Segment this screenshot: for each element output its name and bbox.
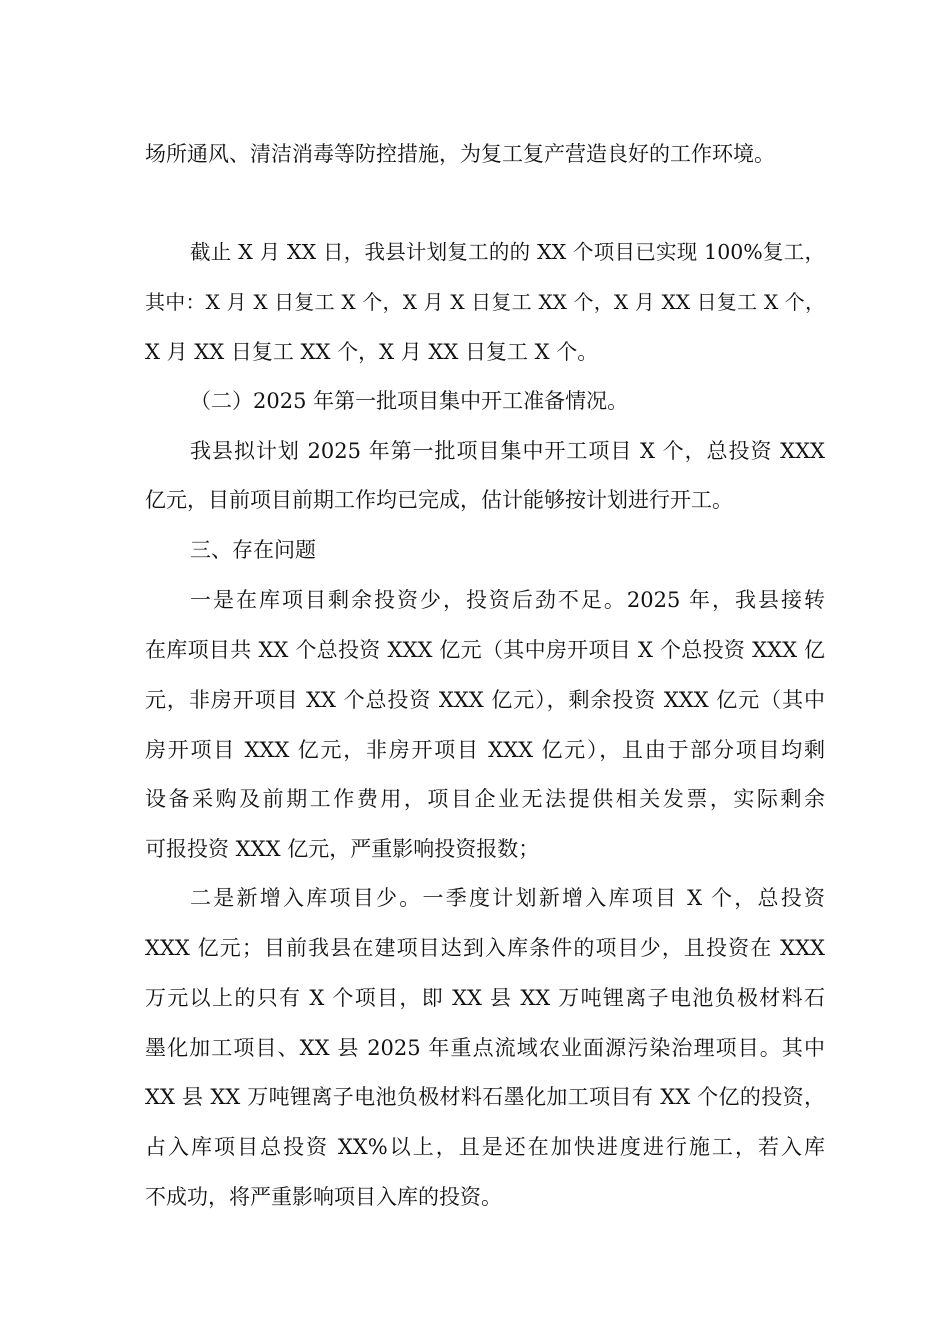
- paragraph-problem-one-line-5: 设备采购及前期工作费用，项目企业无法提供相关发票，实际剩余: [145, 787, 825, 811]
- paragraph-problem-one-line-2: 在库项目共 XX 个总投资 XXX 亿元（其中房开项目 X 个总投资 XXX 亿: [145, 638, 825, 662]
- paragraph-plan-line-2: 亿元，目前项目前期工作均已完成，估计能够按计划进行开工。: [145, 488, 733, 512]
- paragraph-resume-line-3: X 月 XX 日复工 XX 个，X 月 XX 日复工 X 个。: [145, 340, 599, 364]
- paragraph-plan-line-1: 我县拟计划 2025 年第一批项目集中开工项目 X 个，总投资 XXX: [190, 439, 825, 463]
- paragraph-problem-one-line-6: 可报投资 XXX 亿元，严重影响投资报数；: [145, 837, 540, 861]
- paragraph-resume-line-2: 其中：X 月 X 日复工 X 个，X 月 X 日复工 XX 个，X 月 XX 日复工 X 个，: [145, 290, 825, 314]
- section-heading-problems: 三、存在问题: [190, 538, 316, 562]
- paragraph-problem-one-line-3: 元，非房开项目 XX 个总投资 XXX 亿元），剩余投资 XXX 亿元（其中: [145, 688, 825, 712]
- paragraph-problem-one-line-4: 房开项目 XXX 亿元，非房开项目 XXX 亿元），且由于部分项目均剩: [145, 738, 825, 762]
- paragraph-resume-line-1: 截止 X 月 XX 日，我县计划复工的的 XX 个项目已实现 100%复工，: [190, 240, 825, 264]
- paragraph-problem-two-line-5: XX 县 XX 万吨锂离子电池负极材料石墨化加工项目有 XX 个亿的投资，: [145, 1085, 825, 1109]
- paragraph-env-line-1: 场所通风、清洁消毒等防控措施，为复工复产营造良好的工作环境。: [145, 142, 775, 166]
- paragraph-problem-two-line-3: 万元以上的只有 X 个项目，即 XX 县 XX 万吨锂离子电池负极材料石: [145, 986, 825, 1010]
- section-heading-second: （二）2025 年第一批项目集中开工准备情况。: [190, 389, 629, 413]
- paragraph-problem-two-line-7: 不成功，将严重影响项目入库的投资。: [145, 1185, 502, 1209]
- paragraph-problem-two-line-6: 占入库项目总投资 XX%以上，且是还在加快进度进行施工，若入库: [145, 1135, 825, 1159]
- paragraph-problem-two-line-2: XXX 亿元；目前我县在建项目达到入库条件的项目少，且投资在 XXX: [145, 936, 825, 960]
- paragraph-problem-one-line-1: 一是在库项目剩余投资少，投资后劲不足。2025 年，我县接转: [190, 588, 825, 612]
- paragraph-problem-two-line-4: 墨化加工项目、XX 县 2025 年重点流域农业面源污染治理项目。其中: [145, 1036, 825, 1060]
- paragraph-problem-two-line-1: 二是新增入库项目少。一季度计划新增入库项目 X 个，总投资: [190, 886, 825, 910]
